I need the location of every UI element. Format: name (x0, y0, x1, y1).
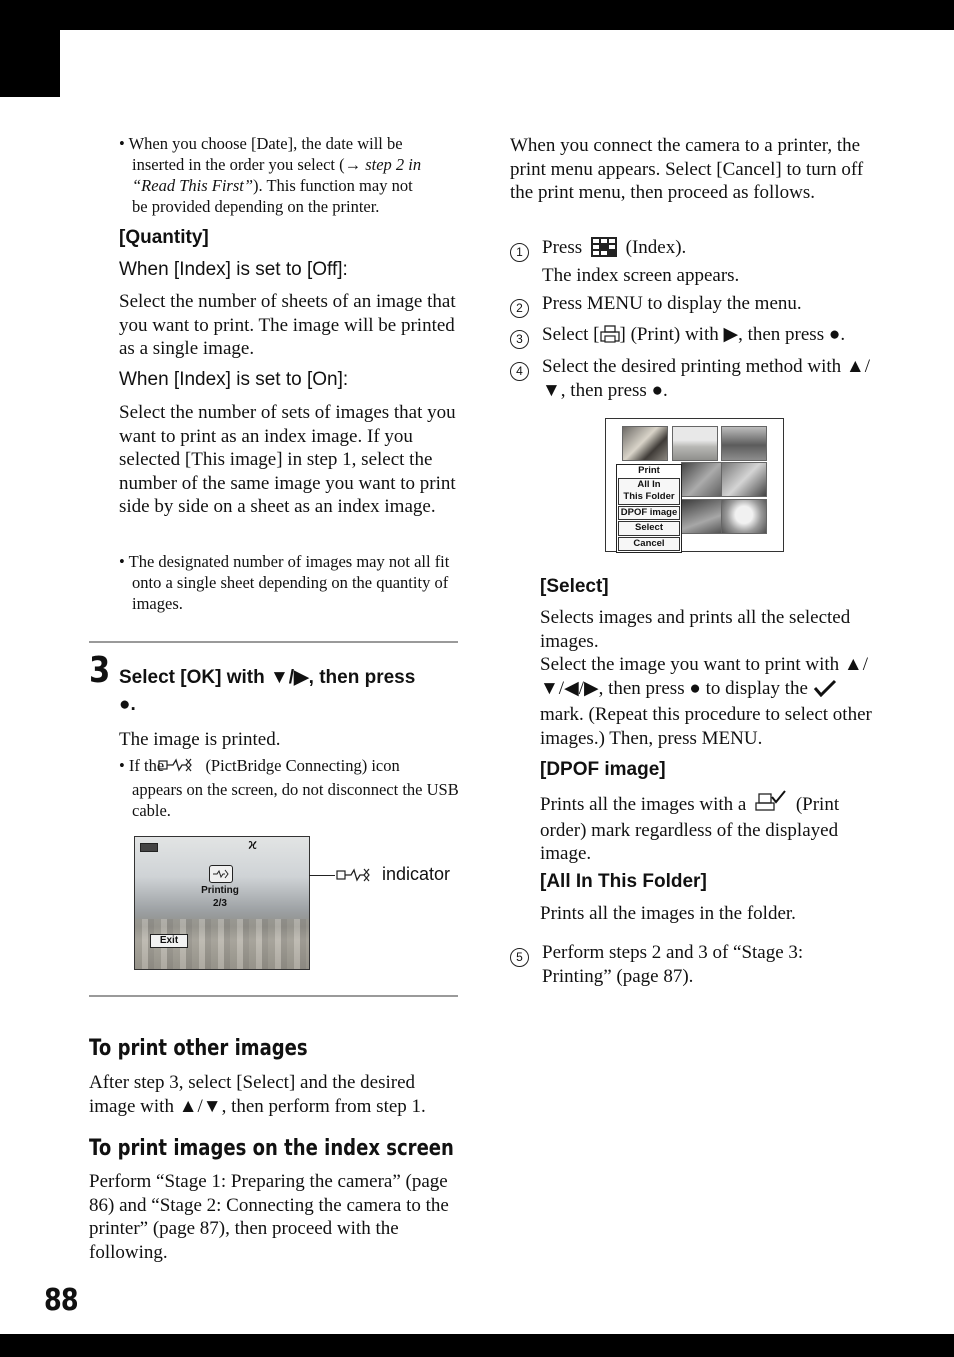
index-screen-heading: To print images on the index screen (89, 1136, 454, 1161)
select-heading: [Select] (540, 576, 609, 597)
print-menu-title: Print (638, 465, 660, 476)
pictbridge-icon (171, 756, 198, 779)
print-order-icon (755, 790, 787, 819)
indicator-leader-line (309, 875, 335, 876)
step-2: 2 Press MENU to display the menu. (510, 292, 875, 319)
index-off-text: Select the number of sheets of an image that you want to print. The image will be printed as a single image. (119, 291, 456, 359)
battery-icon (140, 843, 158, 852)
pictbridge-indicator-icon (336, 864, 376, 891)
menu-option-all-in-this-folder[interactable]: All In This Folder (618, 478, 680, 505)
step-5: 5 Perform steps 2 and 3 of “Stage 3: Printing” (page 87). (510, 941, 875, 988)
printing-count: 2/3 (213, 898, 227, 909)
menu-option-cancel[interactable]: Cancel (618, 537, 680, 552)
corner-tab (0, 30, 60, 97)
step3-result: The image is printed. (119, 729, 281, 750)
quantity-heading: [Quantity] (119, 227, 209, 248)
index-icon (591, 237, 617, 264)
print-menu-screen-image (605, 418, 784, 552)
thumbnail (672, 426, 718, 461)
all-in-folder-heading: [All In This Folder] (540, 871, 707, 892)
bullet-designated: • The designated number of images may not all fit onto a single sheet depending on the quantity of images. (119, 551, 454, 614)
bullet-date: • When you choose [Date], the date will be inserted in the order you select (→ step 2 in “Read This First”). This function may not be provided depending on the printer. (119, 133, 459, 217)
menu-option-dpof-image[interactable]: DPOF image (618, 506, 680, 521)
other-images-text: After step 3, select [Select] and the desired image with ▲/▼, then perform from step 1. (89, 1072, 426, 1117)
pictbridge-screen-icon (209, 865, 233, 883)
top-bar (0, 0, 954, 30)
printing-screen-image (134, 836, 310, 970)
page-number: 88 (44, 1283, 78, 1318)
thumbnail (721, 462, 767, 497)
thumbnail (721, 426, 767, 461)
index-on-text: Select the number of sets of images that you want to print as an index image. If you selected [This image] in step 1, select the number of the same image you want to print side by side on a sheet as an index image. (119, 402, 456, 517)
other-images-heading: To print other images (89, 1036, 308, 1061)
step3-heading: Select [OK] with ▼/▶, then press ●. (119, 667, 416, 715)
thumbnail (622, 426, 668, 461)
indicator-label: indicator (382, 864, 451, 884)
bottom-bar (0, 1334, 954, 1357)
divider-top (89, 641, 458, 643)
step-3: 3 Select [ ] (Print) with ▶, then press ●. (510, 323, 875, 350)
index-on-heading: When [Index] is set to [On]: (119, 369, 349, 390)
printing-label: Printing (201, 885, 239, 896)
step-4: 4 Select the desired printing method with ▲/▼, then press ●. (510, 355, 878, 402)
signal-icon: ϰ (248, 837, 258, 853)
all-in-folder-text: Prints all the images in the folder. (540, 903, 796, 924)
bullet-pictbridge: • If the (PictBridge Connecting) icon appears on the screen, do not disconnect the USB cable. (119, 755, 459, 821)
intro-text: When you connect the camera to a printer, the print menu appears. Select [Cancel] to turn off the print menu, then proceed as follows. (510, 135, 864, 203)
checkmark-icon (813, 679, 837, 704)
divider-bottom (89, 995, 458, 997)
step-1: 1 Press (Index). The index screen appears. (510, 236, 875, 287)
index-screen-text: Perform “Stage 1: Preparing the camera” (page 86) and “Stage 2: Connecting the camera to the printer” (page 87), then proceed with the following. (89, 1171, 449, 1263)
index-off-heading: When [Index] is set to [Off]: (119, 259, 348, 280)
select-text: Selects images and prints all the selected images. Select the image you want to print with ▲/▼/◀/▶, then press ● to display the mark. (Repeat this procedure to select other images.) Then, press MENU. (540, 607, 872, 749)
step-number-3: 3 (89, 650, 111, 691)
dpof-text: Prints all the images with a (Print order) mark regardless of the displayed image. (540, 790, 880, 866)
print-icon (600, 325, 620, 350)
menu-option-select[interactable]: Select (618, 521, 680, 536)
step-1-number: 1 (510, 243, 529, 262)
dpof-heading: [DPOF image] (540, 759, 666, 780)
thumbnail (721, 499, 767, 534)
print-menu (616, 464, 682, 553)
exit-button[interactable]: Exit (150, 934, 188, 948)
